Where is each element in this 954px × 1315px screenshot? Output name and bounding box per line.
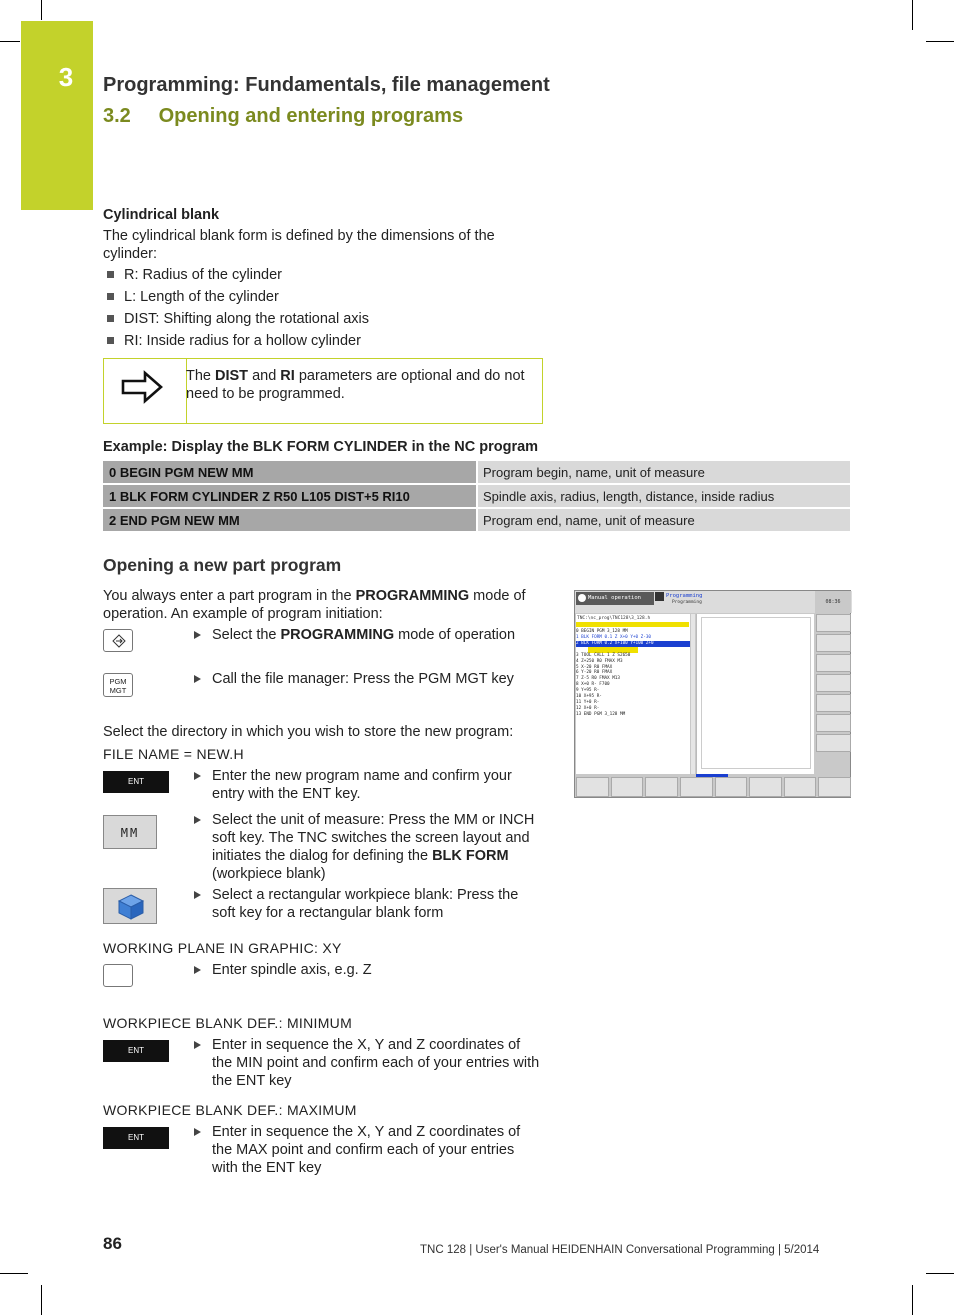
program-line[interactable]: 11 Y+0 R- xyxy=(576,699,600,705)
table-row xyxy=(103,461,850,483)
ent-key[interactable]: ENT xyxy=(103,1040,169,1062)
programming-mode-key[interactable] xyxy=(103,629,133,652)
step-max-point: Enter in sequence the X, Y and Z coordinates of the MAX point and confirm each of your entries with the ENT key xyxy=(212,1124,521,1176)
softkey[interactable] xyxy=(816,734,851,752)
step-file-manager: Call the file manager: Press the PGM MGT key xyxy=(212,671,514,687)
program-line[interactable]: 1 BLK FORM 0.1 Z X+0 Y+0 Z-30 xyxy=(576,634,652,640)
bullet-marker xyxy=(107,315,114,322)
step-spindle-axis: Enter spindle axis, e.g. Z xyxy=(212,962,372,978)
step-arrow-icon xyxy=(194,891,201,899)
nc-description: Program begin, name, unit of measure xyxy=(478,461,850,483)
step-unit-of-measure: Select the unit of measure: Press the MM or INCH soft key. The TNC switches the screen layout and initiates the dialog for defining the BLK FORM (workpiece blank) xyxy=(212,812,535,882)
directory-text: Select the directory in which you wish to store the new program: xyxy=(103,724,514,740)
program-panel xyxy=(576,614,690,774)
softkey[interactable] xyxy=(816,654,851,672)
softkey[interactable] xyxy=(576,777,609,797)
section-title: Opening and entering programs xyxy=(158,105,464,127)
crop-mark xyxy=(0,1273,28,1274)
graphic-panel xyxy=(696,614,814,774)
step-arrow-icon xyxy=(194,966,201,974)
step-arrow-icon xyxy=(194,675,201,683)
step-arrow-icon xyxy=(194,1041,201,1049)
rectangular-blank-softkey[interactable] xyxy=(103,888,157,924)
horizontal-softkeys xyxy=(576,777,851,797)
step-arrow-icon xyxy=(194,1128,201,1136)
program-line[interactable]: 6 Y-20 R0 FMAX xyxy=(576,670,613,676)
ent-key[interactable]: ENT xyxy=(103,1127,169,1149)
key-label: MGT xyxy=(109,686,127,695)
program-path: TNC:\nc_prog\TNC128\3_128.h xyxy=(577,616,651,621)
footer-text: TNC 128 | User's Manual HEIDENHAIN Conversational Programming | 5/2014 xyxy=(420,1244,820,1256)
step-min-point: Enter in sequence the X, Y and Z coordinates of the MIN point and confirm each of your entries with the ENT key xyxy=(212,1037,540,1089)
softkey[interactable] xyxy=(680,777,713,797)
softkey[interactable] xyxy=(749,777,782,797)
tab-programming[interactable]: Programming xyxy=(666,593,703,599)
program-line[interactable]: 5 X-20 R0 FMAX xyxy=(576,664,613,670)
chapter-tab xyxy=(21,21,93,210)
opening-intro: You always enter a part program in the PROGRAMMING mode of operation. An example of program initiation: xyxy=(103,588,526,622)
program-line[interactable]: 9 Y+95 R- xyxy=(576,688,600,694)
blank-max-prompt: WORKPIECE BLANK DEF.: MAXIMUM xyxy=(103,1102,357,1118)
nc-code: 2 END PGM NEW MM xyxy=(103,509,476,531)
step-enter-name: Enter the new program name and confirm your entry with the ENT key. xyxy=(212,768,512,802)
programming-mode-icon xyxy=(655,592,664,601)
note-text: The DIST and RI parameters are optional and do not need to be programmed. xyxy=(186,368,525,402)
bullet-marker xyxy=(107,293,114,300)
softkey[interactable] xyxy=(816,714,851,732)
crop-mark xyxy=(41,0,42,20)
program-line[interactable]: 10 X+95 R- xyxy=(576,694,602,700)
pgm-mgt-key[interactable] xyxy=(103,673,133,697)
file-name-prompt: FILE NAME = NEW.H xyxy=(103,746,244,762)
program-line[interactable]: 8 X+0 R- F700 xyxy=(576,682,610,688)
ent-key[interactable]: ENT xyxy=(103,771,169,793)
softkey[interactable] xyxy=(816,674,851,692)
tab-manual-operation[interactable]: Manual operation xyxy=(576,592,654,605)
table-row xyxy=(103,509,850,531)
cylindrical-heading: Cylindrical blank xyxy=(103,207,220,223)
crop-mark xyxy=(926,1273,954,1274)
step-arrow-icon xyxy=(194,816,201,824)
program-line[interactable]: 2 BLK FORM 0.2 X+100 Y+100 Z+0 xyxy=(576,641,690,647)
crop-mark xyxy=(912,0,913,30)
nc-description: Program end, name, unit of measure xyxy=(478,509,850,531)
section-number: 3.2 xyxy=(103,105,131,127)
key-label: PGM xyxy=(109,677,127,686)
crop-mark xyxy=(912,1285,913,1315)
chapter-number: 3 xyxy=(58,62,74,92)
tab-programming-sub: Programming xyxy=(672,600,702,605)
softkey[interactable] xyxy=(816,634,851,652)
step-rectangular-blank: Select a rectangular workpiece blank: Press the soft key for a rectangular blank form xyxy=(212,887,519,921)
note-box xyxy=(103,358,543,424)
working-plane-prompt: WORKING PLANE IN GRAPHIC: XY xyxy=(103,940,342,956)
crop-mark xyxy=(0,41,20,42)
nc-example-table xyxy=(103,461,850,533)
page-number: 86 xyxy=(103,1234,122,1253)
step-select-programming: Select the PROGRAMMING mode of operation xyxy=(212,627,516,643)
nc-code: 0 BEGIN PGM NEW MM xyxy=(103,461,476,483)
nc-description: Spindle axis, radius, length, distance, inside radius xyxy=(478,485,850,507)
bullet-marker xyxy=(107,271,114,278)
axis-key[interactable] xyxy=(103,964,133,987)
chapter-title: Programming: Fundamentals, file management xyxy=(103,74,550,96)
vertical-softkeys xyxy=(816,614,851,774)
softkey[interactable] xyxy=(611,777,644,797)
bullet-text: L: Length of the cylinder xyxy=(124,289,279,305)
table-row xyxy=(103,485,850,507)
clock: 08:36 xyxy=(815,591,851,613)
bullet-text: RI: Inside radius for a hollow cylinder xyxy=(124,333,361,349)
blank-min-prompt: WORKPIECE BLANK DEF.: MINIMUM xyxy=(103,1015,353,1031)
crop-mark xyxy=(926,41,954,42)
example-heading: Example: Display the BLK FORM CYLINDER in the NC program xyxy=(103,439,539,455)
programming-mode-icon xyxy=(112,634,126,648)
nc-code: 1 BLK FORM CYLINDER Z R50 L105 DIST+5 RI10 xyxy=(103,485,476,507)
graphic-window xyxy=(701,617,811,769)
step-arrow-icon xyxy=(194,772,201,780)
opening-heading: Opening a new part program xyxy=(103,555,342,575)
program-lines xyxy=(576,629,690,718)
mm-softkey[interactable]: MM xyxy=(103,815,157,849)
program-line[interactable]: 3 TOOL CALL 1 Z S2650 xyxy=(576,652,631,658)
step-arrow-icon xyxy=(194,631,201,639)
program-line[interactable]: 12 X+0 R- xyxy=(576,705,600,711)
bullet-text: DIST: Shifting along the rotational axis xyxy=(124,311,370,327)
softkey[interactable] xyxy=(818,777,851,797)
file-tab-bar xyxy=(576,622,689,627)
program-line[interactable]: 13 END PGM 3_128 MM xyxy=(576,711,626,717)
section-heading xyxy=(103,104,463,128)
bullet-marker xyxy=(107,337,114,344)
cylindrical-intro: The cylindrical blank form is defined by the dimensions of the cylinder: xyxy=(103,228,495,262)
tnc-screen xyxy=(574,590,851,798)
crop-mark xyxy=(41,1285,42,1315)
softkey[interactable] xyxy=(715,777,748,797)
softkey[interactable] xyxy=(816,694,851,712)
manual-mode-icon xyxy=(578,594,586,602)
bullet-text: R: Radius of the cylinder xyxy=(124,267,282,283)
scrollbar[interactable] xyxy=(691,614,695,774)
program-line[interactable]: 4 Z+250 R0 FMAX M3 xyxy=(576,658,623,664)
cube-icon xyxy=(117,893,145,921)
softkey[interactable] xyxy=(784,777,817,797)
program-line[interactable]: 0 BEGIN PGM 3_128 MM xyxy=(576,629,628,634)
softkey[interactable] xyxy=(645,777,678,797)
softkey[interactable] xyxy=(816,614,851,632)
arrow-right-icon xyxy=(120,370,164,404)
program-line[interactable]: 7 Z-5 R0 FMAX M13 xyxy=(576,676,620,682)
